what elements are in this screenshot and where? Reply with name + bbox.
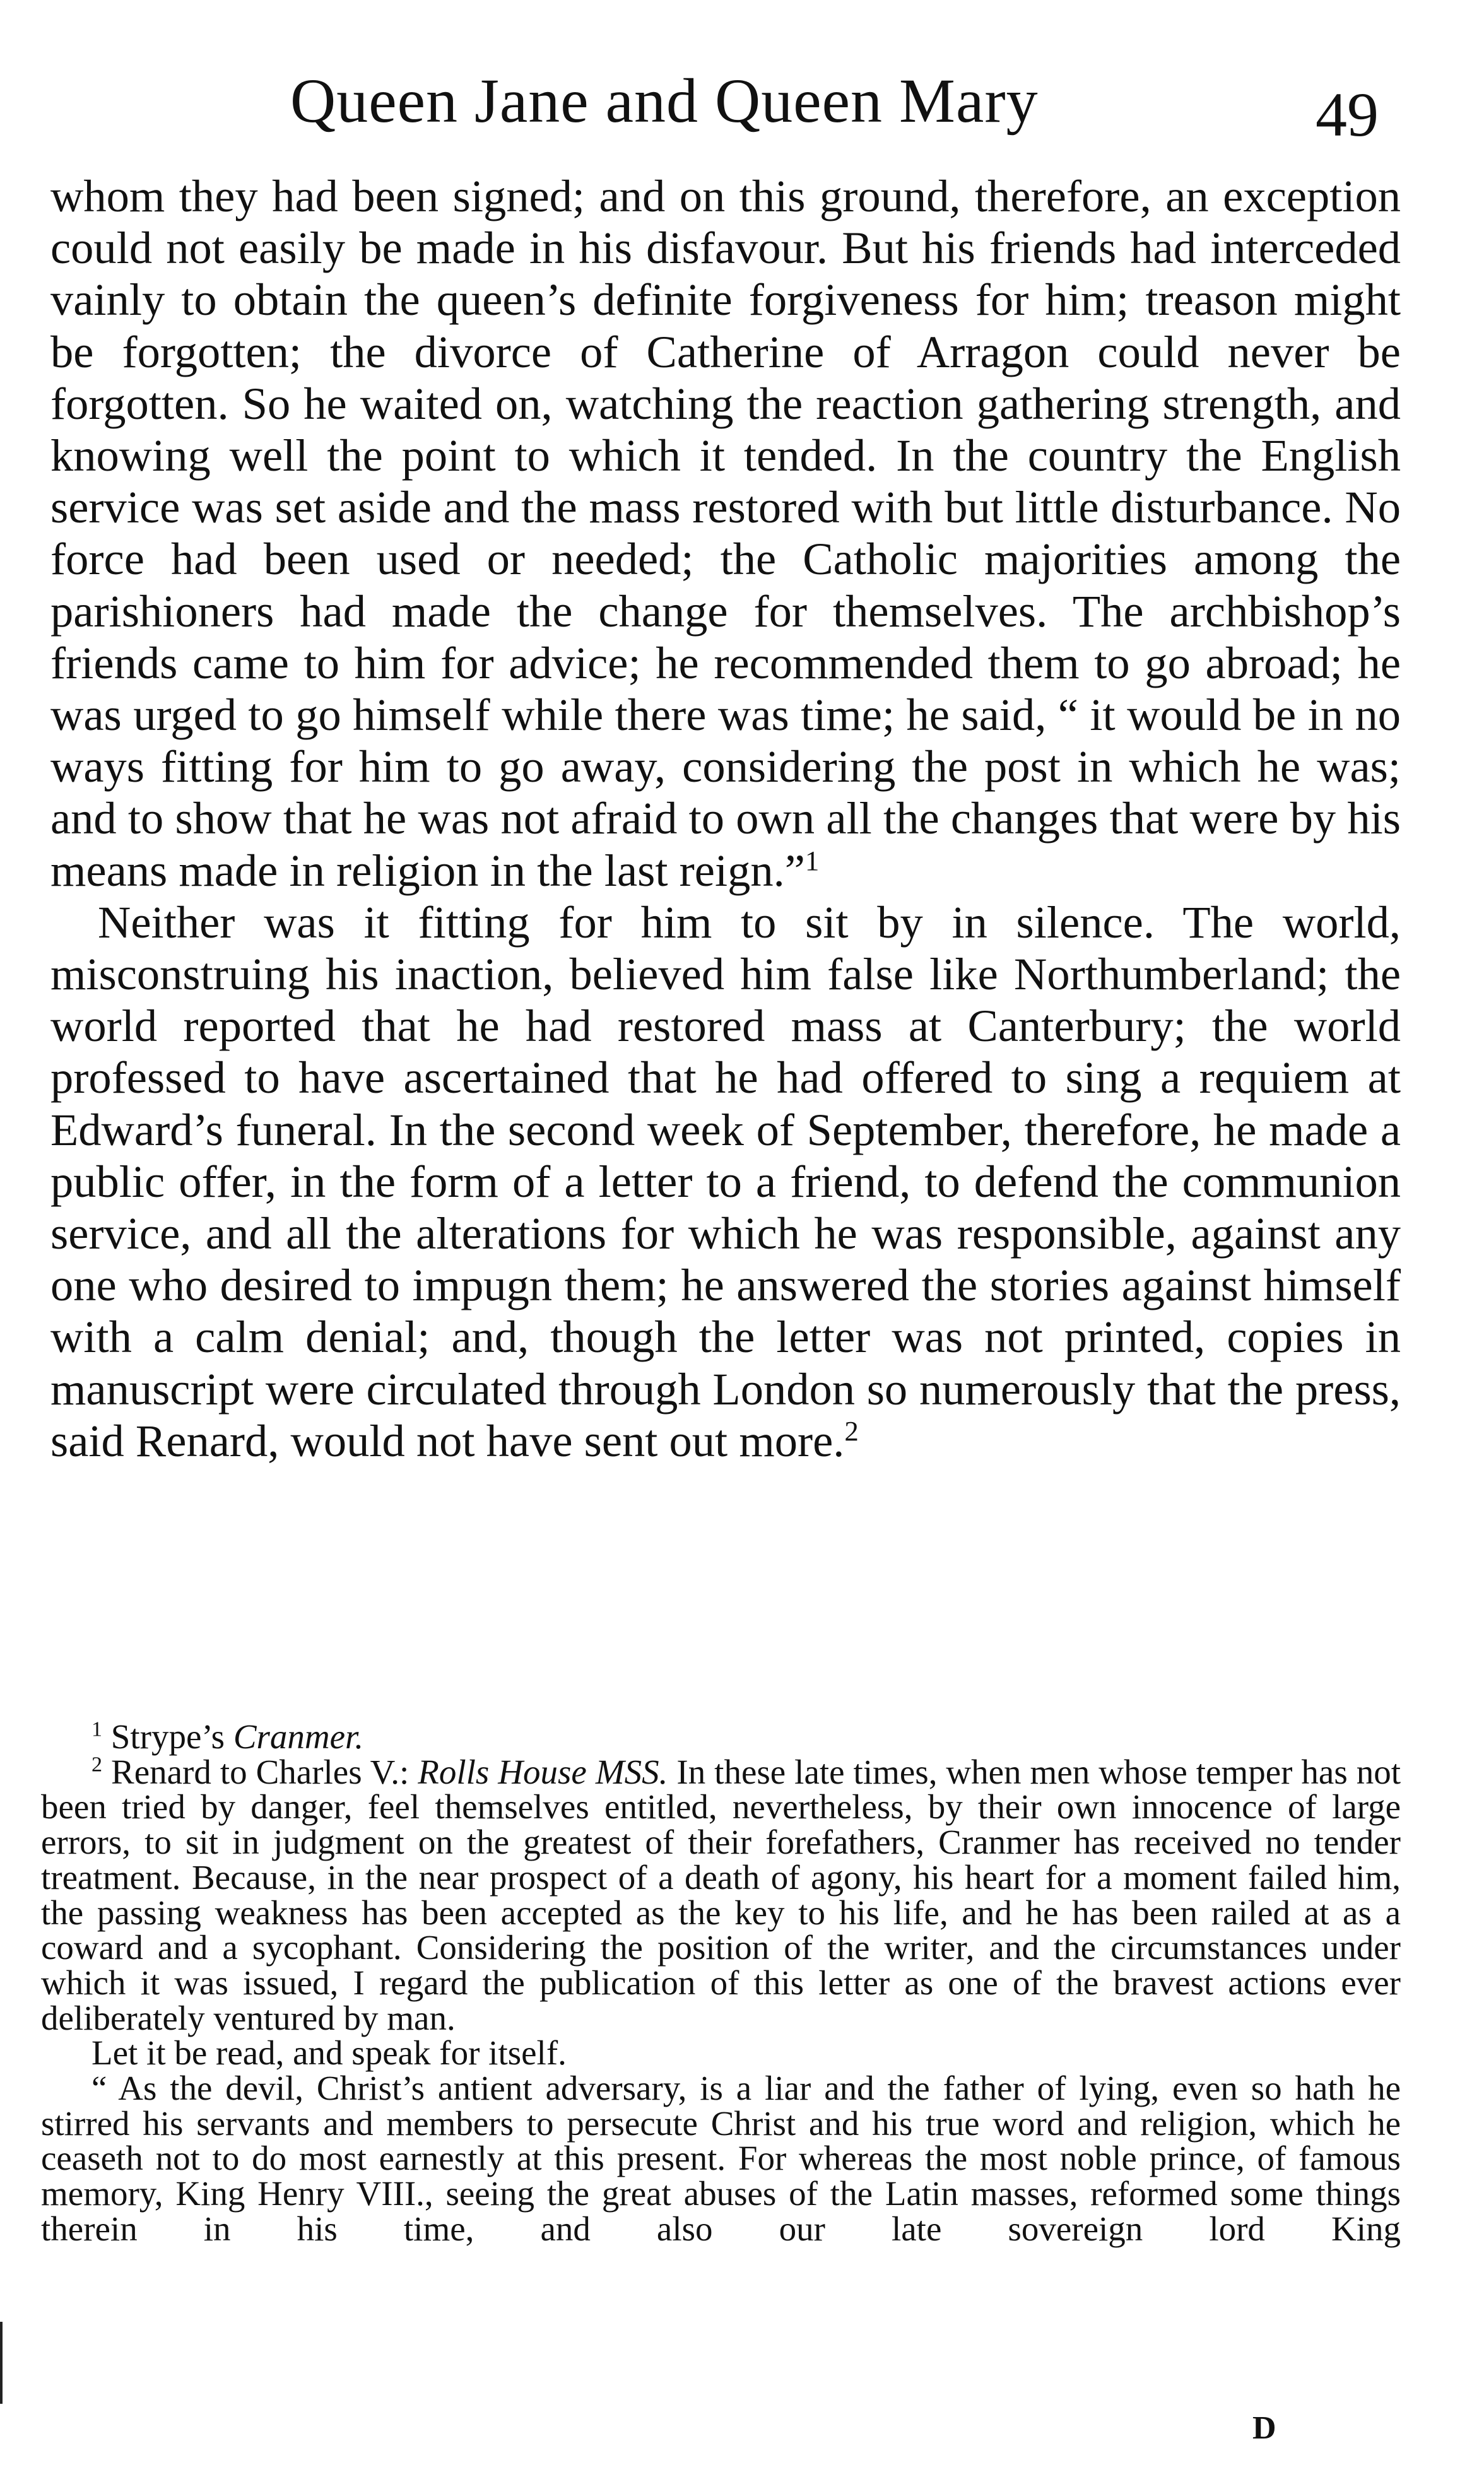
footnote-2 — [41, 1752, 1401, 2037]
paragraph-1 — [50, 170, 1401, 897]
footnote-2-mark: 2 — [91, 1753, 103, 1777]
footnote-1-text: Strype’s — [110, 1717, 233, 1756]
footnote-ref-2: 2 — [844, 1415, 859, 1447]
footnote-1-title: Cranmer. — [233, 1717, 364, 1756]
page-number: 49 — [1316, 79, 1379, 150]
footnote-ref-1: 1 — [804, 844, 820, 876]
footnote-2-text: men whose temper has not been tried by danger, feel themselves entitled, nevertheless, by their own innocence of large errors, to sit in judgment on the greatest of their forefathers, Cranmer has received no tender treatment. Because, in the near prospect of a death of agony, his heart for a moment failed him, the passing weakness has been accepted as the key to his life, and he has been railed at as a coward and a sycophant. Considering the position of the writer, and the circumstances under which it was issued, I regard the publication of this letter as one of the bravest actions ever deliberately ventured by man. — [41, 1752, 1401, 2037]
footnotes — [41, 1719, 1401, 2247]
footnote-2-first-line-rest: In these late times, when — [668, 1752, 1022, 1791]
footnote-2-source: Rolls House MSS. — [418, 1752, 668, 1791]
paragraph-2-text: Neither was it fitting for him to sit by in silence. The world, misconstruing his inaction, believed him false like Northumberland; the world reported that he had restored mass at Canterbury; the world professed to have ascertained that he had offered to sing a requiem at Edward’s funeral. In the second week of September, therefore, he made a public offer, in the form of a letter to a friend, to defend the communion service, and all the alterations for which he was responsible, against any one who desired to impugn them; he answered the stories against himself with a calm denial; and, though the letter was not printed, copies in manuscript were circulated through London so numerously that the press, said Renard, would not have sent out more. — [50, 896, 1401, 1466]
body-text — [50, 170, 1401, 1467]
footnote-2-quotation: “ As the devil, Christ’s antient adversary, is a liar and the father of lying, even so hath he stirred his servants and members to persecute Christ and his true word and religion, which he ceaseth not to do most earnestly at this present. For whereas the most noble prince, of famous memory, King Henry VIII., seeing the great abuses of the Latin masses, reformed some things therein in his time, and also our late sovereign lord King — [41, 2069, 1401, 2248]
paragraph-1-text: whom they had been signed; and on this ground, therefore, an exception could not easily be made in his disfavour. But his friends had interceded vainly to obtain the queen’s definite forgiveness for him; treason might be forgotten; the divorce of Catherine of Arragon could never be forgotten. So he waited on, watching the reaction gathering strength, and knowing well the point to which it tended. In the country the English service was set aside and the mass restored with but little disturbance. No force had been used or needed; the Catholic majorities among the parishioners had made the change for themselves. The archbishop’s friends came to him for advice; he recommended them to go abroad; he was urged to go himself while there was time; he said, “ it would be in no ways fitting for him to go away, considering the post in which he was; and to show that he was not afraid to own all the changes that were by his means made in religion in the last reign.” — [50, 170, 1401, 896]
footnote-1-mark: 1 — [91, 1717, 103, 1741]
running-title: Queen Jane and Queen Mary — [290, 66, 1039, 136]
running-head — [0, 60, 1484, 148]
page-edge-mark — [0, 2322, 3, 2404]
footnote-2-lead: Renard to Charles V.: — [111, 1752, 418, 1791]
footnote-2-continuation: Let it be read, and speak for itself. — [91, 2033, 567, 2073]
paragraph-2 — [50, 897, 1401, 1467]
footnote-1 — [41, 1719, 1401, 1755]
signature-mark: D — [1252, 2410, 1276, 2446]
